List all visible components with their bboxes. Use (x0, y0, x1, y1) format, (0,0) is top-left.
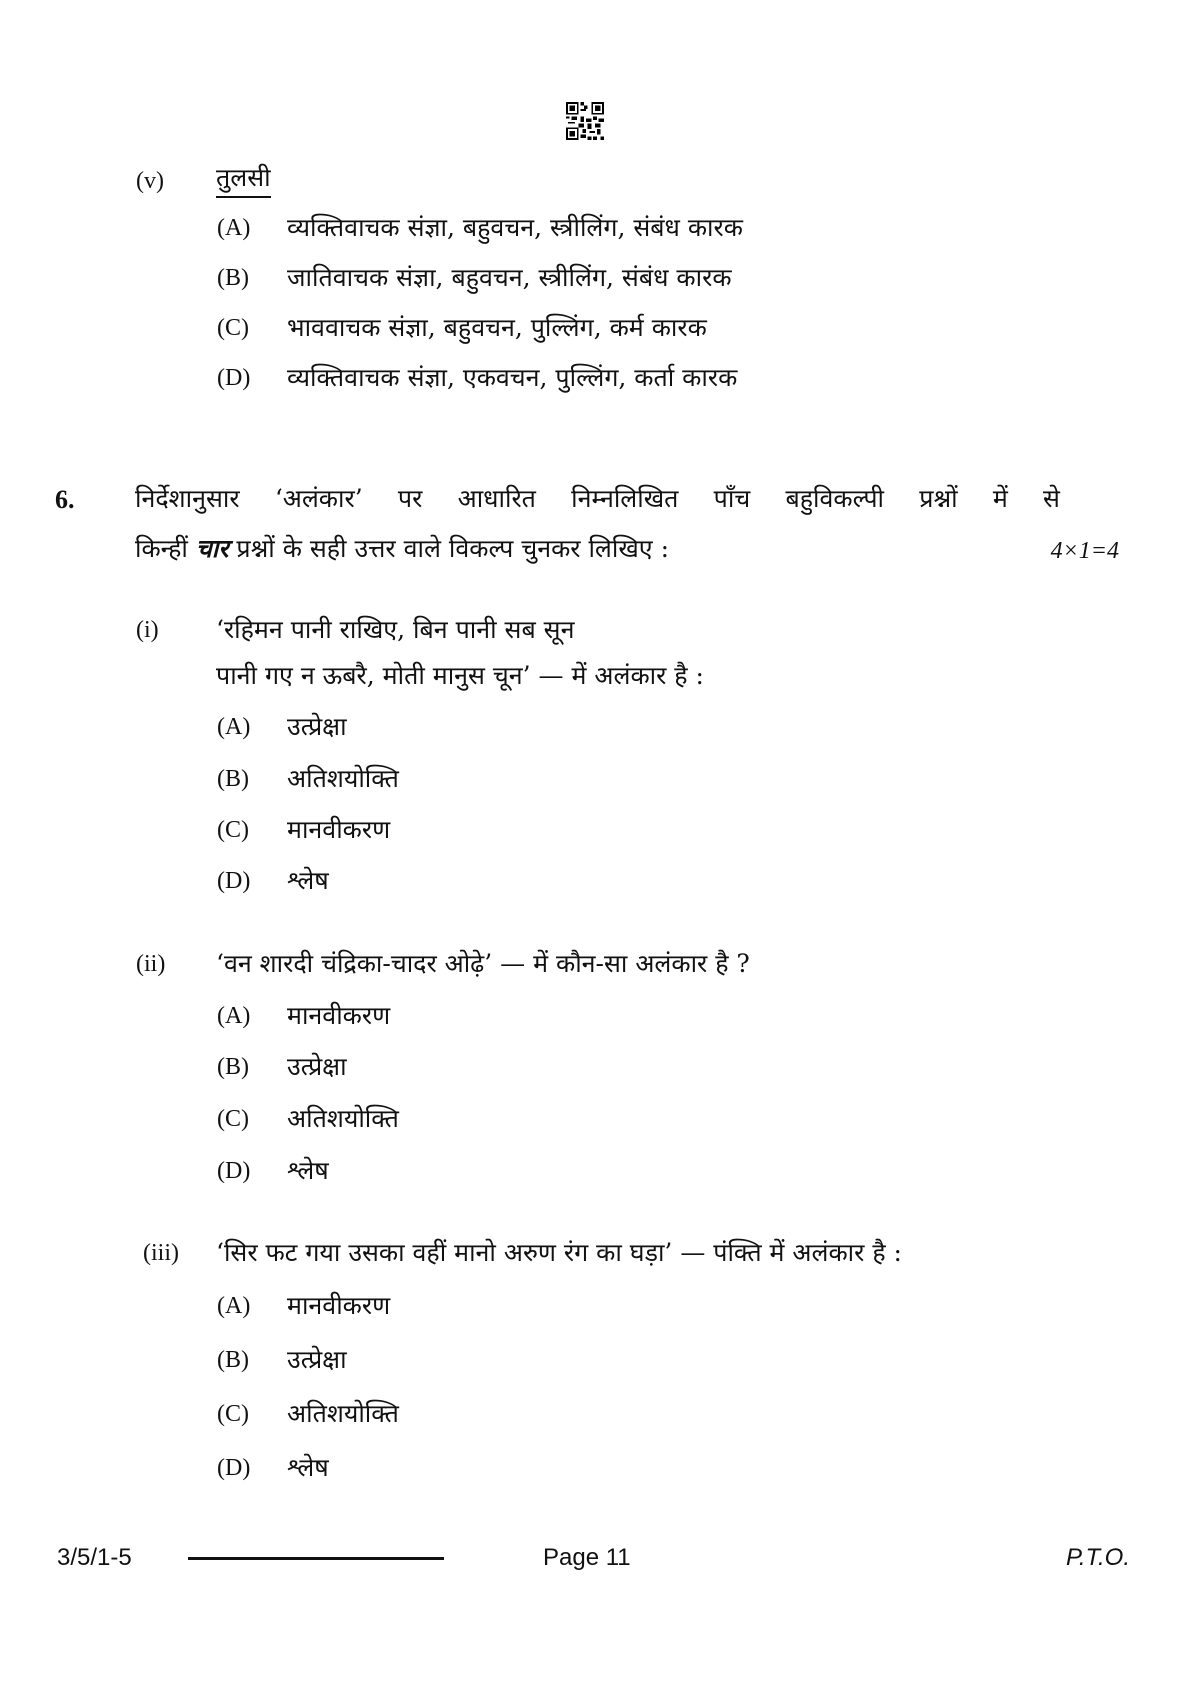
option-letter: (C) (217, 315, 249, 341)
option-text: अतिशयोक्ति (287, 1104, 399, 1133)
instruction-word: में (992, 484, 1008, 513)
option-text: व्यक्तिवाचक संज्ञा, बहुवचन, स्त्रीलिंग, संबंध कारक (287, 213, 743, 242)
instruction-word: निर्देशानुसार (135, 484, 240, 513)
option-row (217, 212, 250, 244)
instruction-word: बहुविकल्पी (785, 484, 884, 513)
qr-code-icon (566, 101, 604, 141)
option-text: श्लेष (287, 1453, 329, 1482)
marks-allocation: 4×1=4 (1050, 538, 1119, 564)
page-number: Page 11 (543, 1544, 631, 1571)
option-letter: (D) (217, 1158, 251, 1184)
sub-question-text: ‘रहिमन पानी राखिए, बिन पानी सब सून (216, 615, 575, 644)
option-text: व्यक्तिवाचक संज्ञा, एकवचन, पुल्लिंग, कर्ता कारक (287, 363, 738, 392)
emphasis-text: चार (195, 534, 229, 563)
instruction-word: पाँच (713, 484, 751, 513)
option-letter: (C) (217, 1106, 249, 1132)
instruction-word: से (1043, 484, 1060, 513)
option-text: मानवीकरण (287, 815, 391, 844)
option-row (217, 312, 249, 344)
option-text: उत्प्रेक्षा (287, 712, 347, 741)
option-letter: (B) (217, 766, 249, 792)
option-letter: (D) (217, 868, 251, 894)
option-text: जातिवाचक संज्ञा, बहुवचन, स्त्रीलिंग, संबंध कारक (287, 263, 732, 292)
sub-question-text: पानी गए न ऊबरै, मोती मानुस चून’ — में अलंकार है : (216, 661, 704, 690)
question-word: तुलसी (216, 162, 271, 198)
instruction-text: प्रश्नों के सही उत्तर वाले विकल्प चुनकर लिखिए : (236, 534, 669, 563)
option-letter: (B) (217, 1347, 249, 1373)
sub-question-text: ‘वन शारदी चंद्रिका-चादर ओढ़े’ — में कौन-सा अलंकार है ? (216, 949, 750, 978)
option-text: श्लेष (287, 1156, 329, 1185)
option-row (217, 362, 250, 394)
option-letter: (B) (217, 265, 249, 291)
pto-label: P.T.O. (1065, 1544, 1130, 1571)
option-text: अतिशयोक्ति (287, 764, 399, 793)
option-letter: (A) (217, 215, 251, 241)
instruction-word: ‘अलंकार’ (274, 484, 363, 513)
sub-question-text: ‘सिर फट गया उसका वहीं मानो अरुण रंग का घड़ा’ — पंक्ति में अलंकार है : (216, 1238, 902, 1267)
option-letter: (A) (217, 1003, 251, 1029)
option-letter: (D) (217, 1455, 251, 1481)
sub-question-label: (v) (136, 168, 164, 194)
question-instruction-line1 (135, 483, 1060, 515)
option-text: मानवीकरण (287, 1291, 391, 1320)
option-row (217, 262, 249, 294)
instruction-word: पर (397, 484, 423, 513)
footer-divider (188, 1557, 444, 1560)
instruction-word: आधारित (457, 484, 536, 513)
instruction-word: निम्नलिखित (571, 484, 679, 513)
question-number: 6. (55, 485, 75, 514)
option-letter: (A) (217, 1293, 251, 1319)
option-text: मानवीकरण (287, 1001, 391, 1030)
sub-question-label: (i) (136, 617, 159, 643)
paper-code: 3/5/1-5 (57, 1544, 132, 1571)
option-letter: (D) (217, 365, 251, 391)
instruction-text: किन्हीं (135, 534, 188, 563)
option-letter: (B) (217, 1054, 249, 1080)
option-text: अतिशयोक्ति (287, 1399, 399, 1428)
question-instruction-line2 (135, 533, 669, 565)
option-text: उत्प्रेक्षा (287, 1052, 347, 1081)
sub-question-label: (ii) (136, 951, 166, 977)
instruction-word: प्रश्नों (919, 484, 958, 513)
option-text: उत्प्रेक्षा (287, 1345, 347, 1374)
option-text: भाववाचक संज्ञा, बहुवचन, पुल्लिंग, कर्म कारक (287, 313, 707, 342)
option-text: श्लेष (287, 866, 329, 895)
option-letter: (C) (217, 817, 249, 843)
option-letter: (C) (217, 1401, 249, 1427)
sub-question-label: (iii) (143, 1240, 179, 1266)
option-letter: (A) (217, 714, 251, 740)
